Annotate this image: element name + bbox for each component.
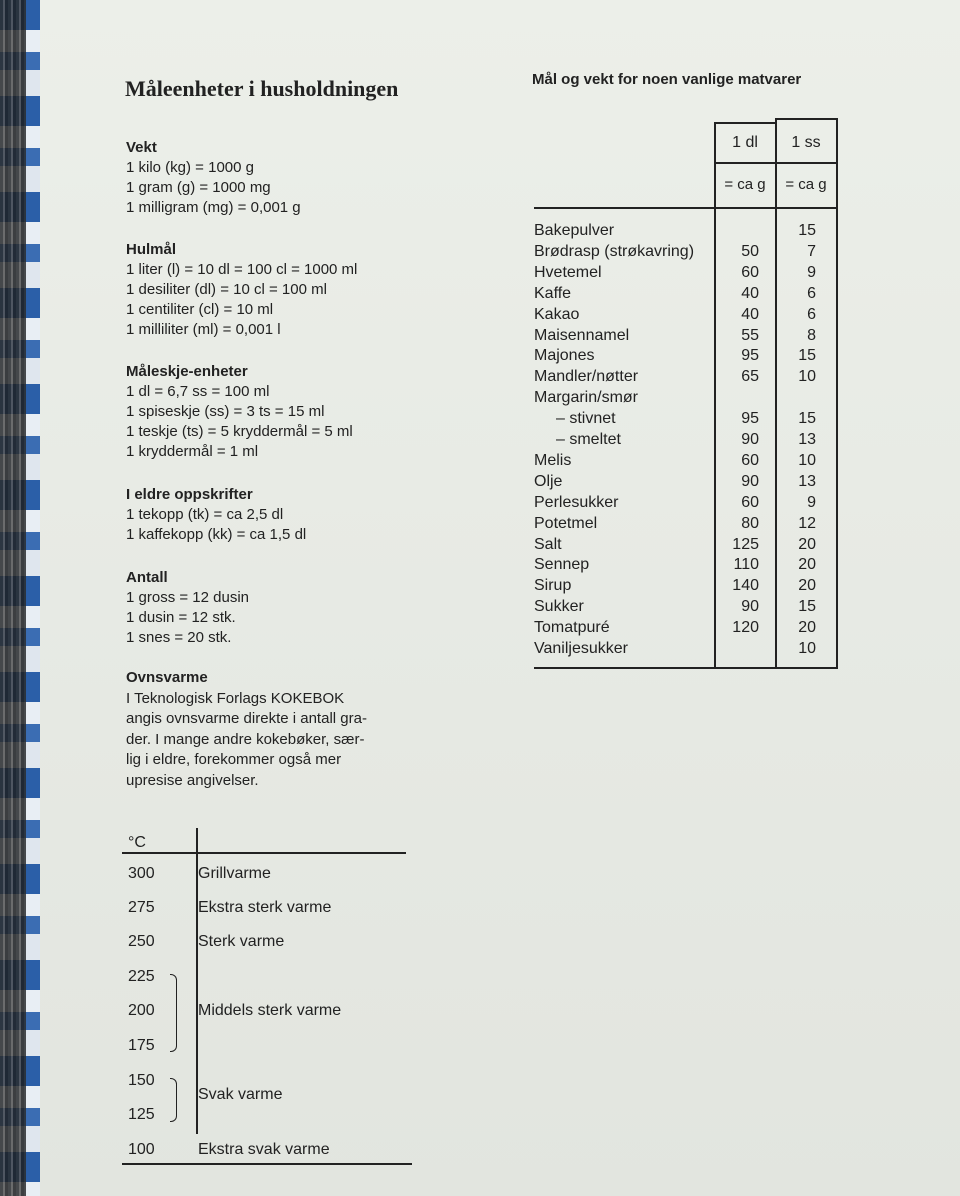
table-top-rule bbox=[775, 118, 837, 120]
value-ss: 9 bbox=[807, 263, 816, 281]
value-dl: 40 bbox=[741, 305, 759, 323]
table-row bbox=[534, 619, 840, 639]
table-row bbox=[534, 222, 840, 242]
food-table-title: Mål og vekt for noen vanlige matvarer bbox=[532, 71, 802, 88]
section-line: 1 gram (g) = 1000 mg bbox=[126, 179, 271, 196]
value-ss: 10 bbox=[798, 368, 816, 386]
table-row bbox=[534, 473, 840, 493]
value-ss: 15 bbox=[798, 598, 816, 616]
section-maleskje bbox=[126, 362, 353, 462]
food-name: – smeltet bbox=[556, 431, 621, 448]
temp-value: 150 bbox=[128, 1072, 155, 1089]
table-row bbox=[534, 536, 840, 556]
column-unit-dl: = ca g bbox=[724, 176, 766, 193]
temp-value: 100 bbox=[128, 1141, 155, 1158]
temp-label: Ekstra sterk varme bbox=[198, 899, 332, 916]
value-ss: 10 bbox=[798, 451, 816, 469]
section-vekt bbox=[126, 138, 301, 218]
value-dl: 60 bbox=[741, 451, 759, 469]
table-row bbox=[534, 515, 840, 535]
value-dl: 50 bbox=[741, 242, 759, 260]
table-row bbox=[534, 389, 840, 409]
section-hulmal bbox=[126, 240, 357, 340]
food-name: Salt bbox=[534, 535, 562, 553]
value-dl: 90 bbox=[741, 598, 759, 616]
food-name: Margarin/smør bbox=[534, 389, 639, 407]
bracket bbox=[170, 974, 177, 1052]
temp-label: Ekstra svak varme bbox=[198, 1141, 330, 1158]
value-dl: 90 bbox=[741, 472, 759, 490]
food-name: Olje bbox=[534, 472, 563, 490]
ovnsvarme-line: I Teknologisk Forlags KOKEBOK bbox=[126, 689, 345, 707]
table-row bbox=[534, 598, 840, 618]
section-heading: Ovnsvarme bbox=[126, 669, 208, 686]
table-row bbox=[534, 264, 840, 284]
value-dl: 90 bbox=[741, 431, 759, 448]
value-ss: 7 bbox=[807, 242, 816, 260]
food-name: Perlesukker bbox=[534, 493, 619, 511]
value-dl: 40 bbox=[741, 284, 759, 302]
bracket bbox=[170, 1078, 177, 1122]
section-eldre-oppskrifter bbox=[126, 485, 306, 545]
section-heading: Måleskje-enheter bbox=[126, 363, 248, 380]
table-row bbox=[534, 368, 840, 388]
temp-value: 225 bbox=[128, 968, 155, 985]
food-name: Sukker bbox=[534, 598, 584, 616]
table-row bbox=[534, 410, 840, 430]
ovnsvarme-line: der. I mange andre kokebøker, sær- bbox=[126, 730, 365, 748]
ovnsvarme-line: upresise angivelser. bbox=[126, 771, 259, 789]
table-row bbox=[534, 577, 840, 597]
temp-value: 175 bbox=[128, 1037, 155, 1054]
section-heading: Hulmål bbox=[126, 241, 177, 258]
value-ss: 20 bbox=[798, 556, 816, 574]
value-ss: 6 bbox=[807, 284, 816, 302]
food-name: Majones bbox=[534, 347, 595, 365]
value-dl: 60 bbox=[741, 263, 759, 281]
table-row bbox=[534, 556, 840, 576]
section-line: 1 dusin = 12 stk. bbox=[126, 609, 236, 626]
value-dl: 110 bbox=[733, 556, 759, 574]
table-header-rule bbox=[714, 162, 838, 164]
table-row bbox=[534, 640, 840, 660]
table-row bbox=[534, 347, 840, 367]
temp-value: 125 bbox=[128, 1106, 155, 1123]
value-ss: 6 bbox=[807, 305, 816, 323]
food-name: Kakao bbox=[534, 305, 580, 323]
table-row bbox=[534, 494, 840, 514]
section-line: 1 milliliter (ml) = 0,001 l bbox=[126, 321, 281, 338]
value-ss: 20 bbox=[798, 535, 816, 553]
food-name: Sirup bbox=[534, 577, 572, 595]
section-line: 1 spiseskje (ss) = 3 ts = 15 ml bbox=[126, 403, 325, 420]
value-ss: 13 bbox=[798, 472, 816, 490]
table-header-rule bbox=[534, 207, 838, 209]
fabric-texture bbox=[0, 0, 26, 1196]
column-header-ss: 1 ss bbox=[791, 134, 821, 151]
table-row bbox=[534, 306, 840, 326]
column-unit-ss: = ca g bbox=[785, 176, 827, 193]
temp-label: Sterk varme bbox=[198, 933, 285, 950]
value-ss: 8 bbox=[807, 326, 816, 344]
section-line: 1 kaffekopp (kk) = ca 1,5 dl bbox=[126, 526, 307, 543]
value-dl: 55 bbox=[741, 326, 759, 344]
section-heading: I eldre oppskrifter bbox=[126, 486, 253, 503]
table-row bbox=[534, 452, 840, 472]
value-ss: 15 bbox=[798, 347, 816, 365]
temp-label: Grillvarme bbox=[198, 865, 271, 882]
value-ss: 15 bbox=[798, 222, 816, 239]
section-line: 1 snes = 20 stk. bbox=[126, 629, 232, 646]
food-name: Bakepulver bbox=[534, 222, 615, 239]
food-name: Tomatpuré bbox=[534, 619, 610, 637]
value-dl: 60 bbox=[741, 493, 759, 511]
ovnsvarme-line: lig i eldre, forekommer også mer bbox=[126, 751, 342, 768]
food-name: – stivnet bbox=[556, 410, 616, 428]
table-bottom-rule bbox=[122, 1163, 412, 1165]
temp-value: 275 bbox=[128, 899, 155, 916]
section-ovnsvarme bbox=[126, 668, 426, 791]
column-header-dl: 1 dl bbox=[732, 134, 758, 151]
temp-label: Svak varme bbox=[198, 1086, 283, 1103]
value-ss: 9 bbox=[807, 493, 816, 511]
section-line: 1 kryddermål = 1 ml bbox=[126, 443, 259, 460]
table-header-rule bbox=[122, 852, 406, 854]
food-name: Melis bbox=[534, 451, 572, 469]
section-line: 1 dl = 6,7 ss = 100 ml bbox=[126, 383, 270, 400]
section-line: 1 gross = 12 dusin bbox=[126, 589, 249, 606]
ovnsvarme-line: angis ovnsvarme direkte i antall gra- bbox=[126, 710, 367, 727]
section-heading: Antall bbox=[126, 569, 168, 586]
section-line: 1 teskje (ts) = 5 kryddermål = 5 ml bbox=[126, 423, 353, 440]
food-name: Maisennamel bbox=[534, 326, 630, 344]
temp-unit: °C bbox=[128, 834, 146, 851]
value-dl: 95 bbox=[741, 410, 759, 428]
food-name: Potetmel bbox=[534, 514, 598, 532]
value-dl: 140 bbox=[732, 577, 759, 595]
section-antall bbox=[126, 568, 249, 648]
value-ss: 20 bbox=[798, 619, 816, 637]
food-measure-table bbox=[534, 118, 840, 670]
value-ss: 15 bbox=[798, 410, 816, 428]
section-heading: Vekt bbox=[126, 139, 157, 156]
temp-label: Middels sterk varme bbox=[198, 1002, 342, 1019]
section-line: 1 milligram (mg) = 0,001 g bbox=[126, 199, 301, 216]
value-dl: 95 bbox=[741, 347, 759, 365]
table-row bbox=[534, 327, 840, 347]
food-name: Vaniljesukker bbox=[534, 640, 628, 657]
table-bottom-rule bbox=[534, 667, 838, 669]
temp-value: 250 bbox=[128, 933, 155, 950]
page-title: Måleenheter i husholdningen bbox=[125, 76, 399, 101]
oven-temperature-table bbox=[122, 828, 412, 1168]
value-dl: 65 bbox=[741, 368, 759, 386]
table-top-rule bbox=[714, 122, 776, 124]
food-name: Sennep bbox=[534, 556, 590, 574]
section-line: 1 desiliter (dl) = 10 cl = 100 ml bbox=[126, 281, 327, 298]
table-row bbox=[534, 431, 840, 451]
table-row bbox=[534, 243, 840, 263]
food-name: Hvetemel bbox=[534, 263, 602, 281]
section-line: 1 kilo (kg) = 1000 g bbox=[126, 159, 254, 176]
book-page bbox=[40, 0, 960, 1196]
value-dl: 80 bbox=[741, 514, 759, 532]
food-name: Mandler/nøtter bbox=[534, 368, 639, 386]
value-dl: 120 bbox=[732, 619, 759, 637]
section-line: 1 tekopp (tk) = ca 2,5 dl bbox=[126, 506, 284, 523]
temp-value: 300 bbox=[128, 865, 155, 882]
value-dl: 125 bbox=[732, 535, 759, 553]
temp-value: 200 bbox=[128, 1002, 155, 1019]
value-ss: 13 bbox=[798, 431, 816, 448]
section-line: 1 centiliter (cl) = 10 ml bbox=[126, 301, 274, 318]
section-line: 1 liter (l) = 10 dl = 100 cl = 1000 ml bbox=[126, 261, 358, 278]
table-row bbox=[534, 285, 840, 305]
value-ss: 12 bbox=[798, 514, 816, 532]
food-name: Brødrasp (strøkavring) bbox=[534, 242, 695, 260]
value-ss: 10 bbox=[798, 640, 816, 657]
food-name: Kaffe bbox=[534, 284, 572, 302]
value-ss: 20 bbox=[798, 577, 816, 595]
